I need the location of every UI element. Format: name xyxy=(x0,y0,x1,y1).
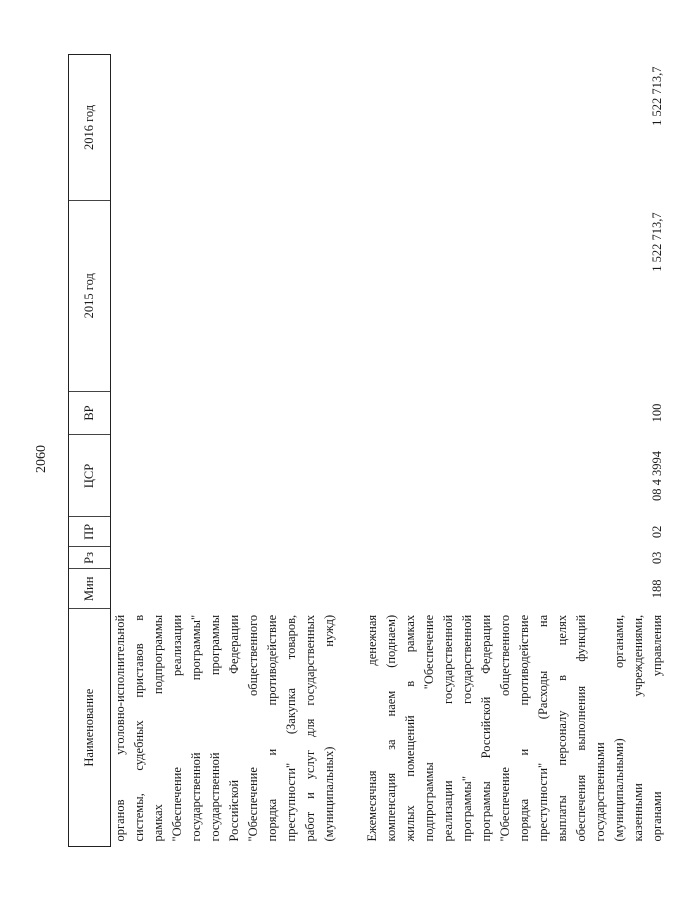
row-name-line: компенсация за наем (поднаем) xyxy=(384,614,398,842)
header-pr: ПР xyxy=(69,517,111,547)
row-name-line: (муниципальных) нужд) xyxy=(322,614,336,842)
budget-table xyxy=(68,54,673,847)
row-name-line: программы Российской Федерации xyxy=(479,614,493,842)
row-name-line: казенными учреждениями, xyxy=(631,614,645,842)
cell-rz: 03 xyxy=(650,551,664,565)
row-name-line: обеспечения выполнения функций xyxy=(574,614,588,842)
row-name-line: преступности" (Расходы на xyxy=(536,614,550,842)
table-row xyxy=(363,55,673,847)
cell-2016: 1 522 713,7 xyxy=(650,66,664,126)
cell-min xyxy=(111,569,346,609)
row-name-line: порядка и противодействие xyxy=(265,614,279,842)
row-name-line: государственной программы xyxy=(208,614,222,842)
row-name-line: органов уголовно-исполнительной xyxy=(113,614,127,842)
row-name-line: рамках подпрограммы xyxy=(151,614,165,842)
page-number: 2060 xyxy=(34,445,49,473)
row-spacer xyxy=(345,55,363,847)
row-name-line: (муниципальными) органами, xyxy=(612,614,626,842)
row-name-line: системы, судебных приставов в xyxy=(132,614,146,842)
row-name-line: подпрограммы "Обеспечение xyxy=(422,614,436,842)
row-name-line: государственной программы" xyxy=(189,614,203,842)
cell-vr: 100 xyxy=(650,403,664,423)
cell-csr: 08 4 3994 xyxy=(650,450,664,501)
header-year-2016: 2016 год xyxy=(69,55,111,201)
row-name-line: "Обеспечение общественного xyxy=(246,614,260,842)
row-name-line: преступности" (Закупка товаров, xyxy=(284,614,298,842)
row-name-line: органами управления xyxy=(650,614,664,842)
row-name-line: Российской Федерации xyxy=(227,614,241,842)
cell-2016 xyxy=(111,55,346,201)
row-name-line: порядка и противодействие xyxy=(517,614,531,842)
row-name-line: жилых помещений в рамках xyxy=(403,614,417,842)
row-name-line: выплаты персоналу в целях xyxy=(555,614,569,842)
table-row xyxy=(111,55,346,847)
header-year-2015: 2015 год xyxy=(69,200,111,391)
header-vr: ВР xyxy=(69,391,111,435)
row-name-line: "Обеспечение реализации xyxy=(170,614,184,842)
cell-csr xyxy=(111,435,346,517)
row-name xyxy=(111,609,346,847)
cell-2015: 1 522 713,7 xyxy=(650,212,664,272)
row-name-line: государственными xyxy=(593,742,607,842)
cell-vr xyxy=(111,391,346,435)
cell-2015 xyxy=(111,200,346,391)
row-name-line: реализации государственной xyxy=(441,614,455,842)
header-csr: ЦСР xyxy=(69,435,111,517)
table-header-row xyxy=(69,55,111,847)
row-name xyxy=(363,609,673,847)
cell-pr: 02 xyxy=(650,525,664,539)
cell-min: 188 xyxy=(650,579,664,599)
cell-pr xyxy=(111,517,346,547)
row-name-line: работ и услуг для государственных xyxy=(303,614,317,842)
header-min: Мин xyxy=(69,569,111,609)
row-name-line: "Обеспечение общественного xyxy=(498,614,512,842)
row-name-line: Ежемесячная денежная xyxy=(365,614,379,842)
cell-rz xyxy=(111,547,346,569)
header-name: Наименование xyxy=(69,609,111,847)
header-rz: Рз xyxy=(69,547,111,569)
row-name-line: программы" государственной xyxy=(460,614,474,842)
